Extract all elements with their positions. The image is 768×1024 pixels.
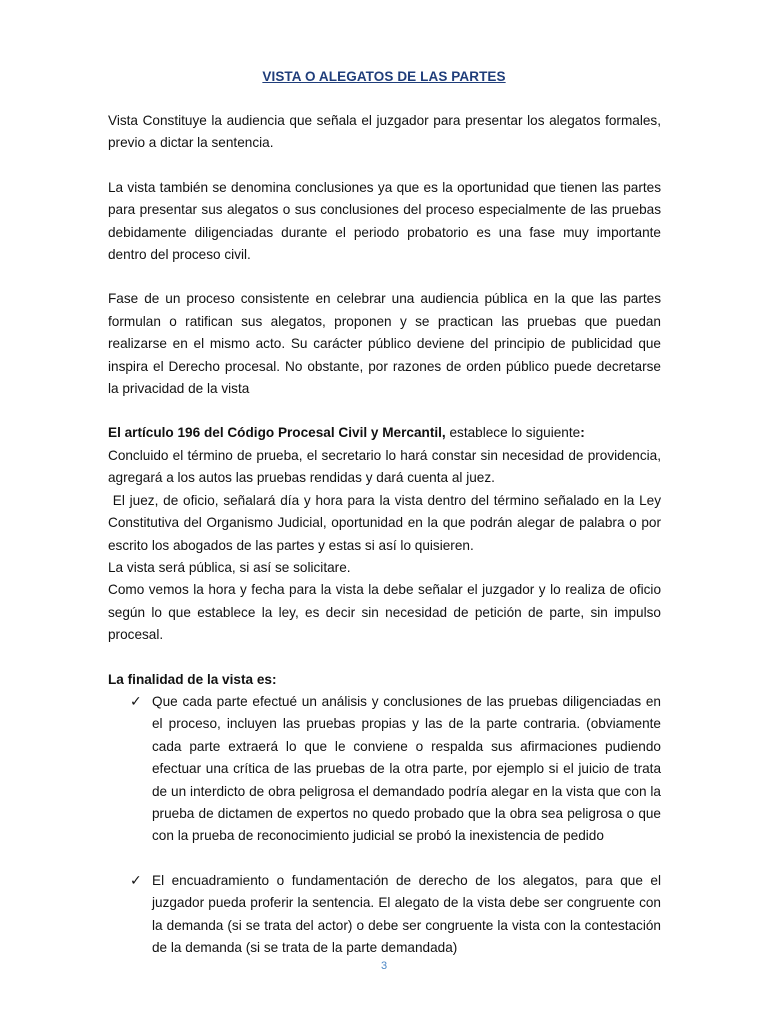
- paragraph-juez: El juez, de oficio, señalará día y hora para la vista dentro del término señalado en la Ley Constitutiva del Organismo Judicial, oportunidad en la que podrán alegar de palabra o por escrito los abogados de las partes y estas si así lo quisieren.: [108, 492, 665, 553]
- articulo-colon: :: [580, 425, 585, 441]
- finalidad-heading: La finalidad de la vista es:: [108, 671, 277, 687]
- checkmark-icon: ✓: [130, 693, 142, 710]
- paragraph-concluido: Concluido el término de prueba, el secretario lo hará constar sin necesidad de providencia, agregará a los autos las pruebas rendidas y dará cuenta al juez.: [108, 447, 661, 486]
- document-body: [108, 110, 665, 959]
- articulo-reference: El artículo 196 del Código Procesal Civil y Mercantil,: [108, 425, 446, 441]
- paragraph-fase: Fase de un proceso consistente en celebrar una audiencia pública en la que las partes formulan o ratifican sus alegatos, proponen y se practican las pruebas que puedan realizarse en el mismo acto. Su carácter público deviene del principio de publicidad que inspira el Derecho procesal. No obstante, por razones de orden público puede decretarse la privacidad de la vista: [108, 291, 661, 397]
- list-item: [108, 691, 661, 848]
- list-item: [108, 870, 661, 960]
- paragraph-conclusiones: La vista también se denomina conclusiones ya que es la oportunidad que tienen las partes para presentar sus alegatos o sus conclusiones del proceso especialmente de las pruebas debidamente diligenciadas durante el periodo probatorio es una fase muy importante dentro del proceso civil.: [108, 179, 661, 263]
- articulo-intro: establece lo siguiente: [445, 425, 581, 441]
- list-item-text: Que cada parte efectué un análisis y conclusiones de las pruebas diligenciadas en el proceso, incluyen las pruebas propias y las de la parte contraria. (obviamente cada parte extraerá lo que le conviene o respalda sus afirmaciones pudiendo efectuar una crítica de las pruebas de la otra parte, por ejemplo si el juicio de trata de un interdicto de obra peligrosa el demandado podría alegar en la vista que con la prueba de dictamen de expertos no quedo probado que la obra sea peligrosa o que con la prueba de reconocimiento judicial se probó la inexistencia de pedido: [152, 693, 661, 844]
- paragraph-definition: Vista Constituye la audiencia que señala el juzgador para presentar los alegatos formales, previo a dictar la sentencia.: [108, 113, 661, 151]
- paragraph-articulo: [108, 422, 661, 444]
- page-number: 3: [380, 960, 388, 972]
- list-item-text: El encuadramiento o fundamentación de derecho de los alegatos, para que el juzgador pueda proferir la sentencia. El alegato de la vista debe ser congruente con la demanda (si se trata del actor) o debe ser congruente la vista con la contestación de la demanda (si se trata de la parte demandada): [152, 872, 661, 955]
- paragraph-publica: La vista será pública, si así se solicitare.: [108, 559, 351, 575]
- page-title: VISTA O ALEGATOS DE LAS PARTES: [262, 69, 506, 84]
- finalidad-list: [108, 691, 661, 959]
- checkmark-icon: ✓: [130, 872, 142, 889]
- list-spacer: [108, 848, 661, 870]
- paragraph-como-vemos: Como vemos la hora y fecha para la vista la debe señalar el juzgador y lo realiza de oficio según lo que establece la ley, es decir sin necesidad de petición de parte, sin impulso procesal.: [108, 582, 661, 643]
